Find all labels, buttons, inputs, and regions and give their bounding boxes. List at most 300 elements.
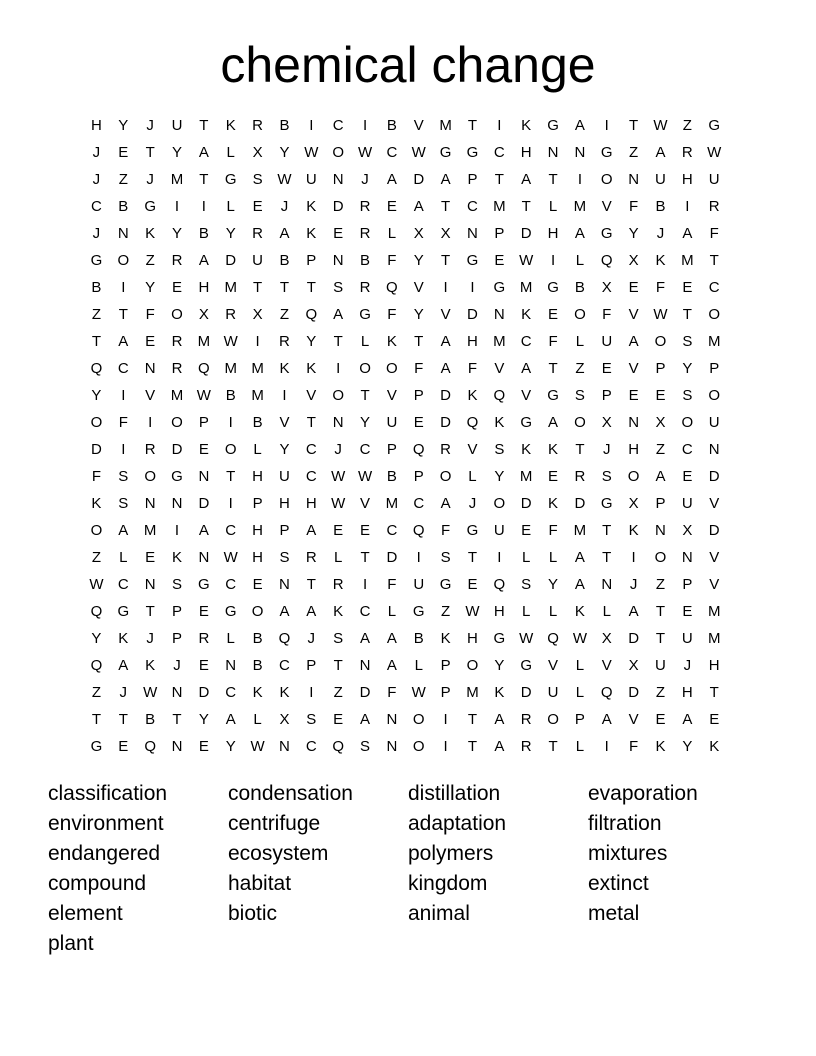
grid-letter: H xyxy=(91,117,102,134)
grid-letter: R xyxy=(440,441,452,458)
grid-letter: Y xyxy=(306,333,317,350)
grid-letter: E xyxy=(198,441,209,458)
grid-letter: M xyxy=(251,387,264,404)
grid-letter: O xyxy=(251,603,264,620)
grid-letter: X xyxy=(252,144,263,161)
grid-letter: F xyxy=(548,522,558,539)
grid-letter: H xyxy=(708,657,720,674)
grid-letter: Y xyxy=(91,630,102,647)
grid-letter: J xyxy=(92,171,101,188)
grid-letter: T xyxy=(441,252,451,269)
grid-letter: U xyxy=(547,684,559,701)
grid-letter: O xyxy=(412,738,425,755)
grid-letter: O xyxy=(171,414,183,431)
grid-letter: P xyxy=(198,414,209,431)
grid-letter: M xyxy=(170,171,184,188)
grid-letter: C xyxy=(681,441,693,458)
grid-letter: Z xyxy=(629,144,639,161)
grid-letter: A xyxy=(601,711,612,728)
grid-letter: A xyxy=(118,333,129,350)
grid-letter: T xyxy=(655,603,666,620)
grid-letter: O xyxy=(439,468,452,485)
grid-letter: V xyxy=(440,306,451,323)
grid-letter: T xyxy=(709,684,719,701)
grid-row xyxy=(83,679,728,706)
grid-letter: K xyxy=(386,333,397,350)
grid-letter: C xyxy=(467,198,478,215)
grid-letter: A xyxy=(574,225,585,242)
grid-letter: L xyxy=(468,468,477,485)
grid-letter: R xyxy=(144,441,156,458)
grid-letter: O xyxy=(600,171,613,188)
grid-letter: S xyxy=(440,549,451,566)
grid-letter: P xyxy=(413,387,424,404)
grid-letter: Q xyxy=(90,603,103,620)
grid-letter: G xyxy=(520,657,533,674)
grid-letter: Y xyxy=(494,657,505,674)
grid-letter: L xyxy=(575,657,585,674)
grid-letter: I xyxy=(336,360,341,377)
grid-letter: A xyxy=(521,171,532,188)
grid-letter: W xyxy=(653,306,668,323)
grid-letter: W xyxy=(707,144,722,161)
grid-letter: V xyxy=(628,711,639,728)
grid-letter: E xyxy=(709,711,720,728)
grid-letter: A xyxy=(628,603,639,620)
grid-letter: T xyxy=(548,360,558,377)
grid-letter: R xyxy=(252,225,263,242)
grid-letter: M xyxy=(251,360,264,377)
grid-letter: N xyxy=(332,171,344,188)
grid-letter: N xyxy=(332,252,344,269)
grid-letter: K xyxy=(440,630,451,647)
grid-letter: Y xyxy=(225,225,236,242)
word-list-item: condensation xyxy=(228,782,353,805)
grid-letter: M xyxy=(143,522,157,539)
grid-letter: Y xyxy=(172,225,183,242)
grid-letter: K xyxy=(521,117,532,134)
grid-letter: H xyxy=(467,333,478,350)
grid-letter: E xyxy=(682,279,693,296)
word-list-item: extinct xyxy=(588,872,649,895)
grid-letter: D xyxy=(440,387,452,404)
grid-letter: K xyxy=(279,360,290,377)
grid-letter: B xyxy=(252,630,263,647)
grid-letter: Z xyxy=(91,549,102,566)
grid-letter: H xyxy=(681,171,693,188)
grid-letter: J xyxy=(361,171,369,188)
grid-letter: T xyxy=(602,522,612,539)
grid-row xyxy=(83,139,728,166)
grid-letter: N xyxy=(279,576,290,593)
grid-letter: J xyxy=(92,144,101,161)
grid-letter: G xyxy=(359,306,371,323)
grid-letter: I xyxy=(362,576,368,593)
word-list-item: compound xyxy=(48,872,147,895)
grid-letter: M xyxy=(573,198,587,215)
grid-letter: N xyxy=(601,576,613,593)
grid-letter: U xyxy=(493,522,505,539)
grid-letter: A xyxy=(386,171,397,188)
grid-letter: Q xyxy=(332,738,344,755)
grid-letter: A xyxy=(413,198,424,215)
grid-letter: X xyxy=(413,225,424,242)
grid-letter: R xyxy=(171,333,183,350)
grid-letter: T xyxy=(91,333,102,350)
grid-letter: Z xyxy=(333,684,343,701)
grid-letter: Q xyxy=(90,360,103,377)
grid-letter: N xyxy=(628,414,640,431)
grid-letter: V xyxy=(628,360,639,377)
grid-letter: O xyxy=(654,333,667,350)
grid-letter: I xyxy=(443,711,448,728)
grid-letter: L xyxy=(548,198,558,215)
grid-letter: A xyxy=(306,603,317,620)
grid-letter: K xyxy=(145,225,156,242)
grid-letter: O xyxy=(90,522,103,539)
grid-letter: U xyxy=(708,171,720,188)
grid-letter: D xyxy=(359,684,371,701)
grid-letter: T xyxy=(226,468,236,485)
grid-letter: X xyxy=(601,279,612,296)
grid-letter: Q xyxy=(412,522,425,539)
grid-letter: D xyxy=(413,171,425,188)
grid-letter: U xyxy=(655,171,666,188)
grid-letter: K xyxy=(145,657,156,674)
grid-letter: L xyxy=(575,252,585,269)
grid-letter: Q xyxy=(278,630,291,647)
grid-letter: C xyxy=(91,198,102,215)
grid-letter: F xyxy=(629,738,639,755)
grid-letter: K xyxy=(225,117,236,134)
grid-letter: T xyxy=(548,171,558,188)
grid-row xyxy=(83,598,728,625)
grid-letter: P xyxy=(172,603,183,620)
grid-letter: L xyxy=(387,225,397,242)
grid-letter: Z xyxy=(91,684,102,701)
grid-letter: N xyxy=(655,522,666,539)
grid-letter: G xyxy=(547,117,559,134)
grid-letter: D xyxy=(467,306,478,323)
grid-row xyxy=(83,733,728,760)
grid-letter: D xyxy=(574,495,586,512)
grid-letter: V xyxy=(709,549,720,566)
grid-letter: M xyxy=(466,684,479,701)
grid-letter: K xyxy=(306,198,317,215)
grid-letter: Z xyxy=(655,441,666,458)
word-list-item: mixtures xyxy=(588,842,668,865)
grid-letter: A xyxy=(118,522,129,539)
grid-letter: E xyxy=(333,711,344,728)
grid-letter: K xyxy=(655,252,666,269)
grid-letter: T xyxy=(467,711,478,728)
grid-letter: H xyxy=(252,468,263,485)
grid-letter: P xyxy=(413,468,424,485)
grid-letter: B xyxy=(91,279,102,296)
grid-letter: I xyxy=(604,738,609,755)
grid-letter: T xyxy=(521,198,531,215)
grid-letter: O xyxy=(386,360,398,377)
grid-letter: X xyxy=(628,252,639,269)
grid-letter: F xyxy=(548,333,558,350)
grid-letter: C xyxy=(305,441,317,458)
grid-letter: U xyxy=(708,414,720,431)
grid-letter: W xyxy=(196,387,211,404)
grid-letter: A xyxy=(548,414,559,431)
grid-letter: K xyxy=(521,306,532,323)
grid-row xyxy=(83,166,728,193)
grid-letter: L xyxy=(253,711,262,728)
word-list-item: filtration xyxy=(588,812,662,835)
grid-letter: R xyxy=(279,333,290,350)
grid-letter: A xyxy=(360,711,371,728)
grid-letter: Y xyxy=(628,225,639,242)
grid-letter: F xyxy=(118,414,128,431)
grid-letter: H xyxy=(279,495,290,512)
grid-letter: R xyxy=(332,576,344,593)
grid-letter: W xyxy=(357,144,373,161)
word-list-item: polymers xyxy=(408,842,494,865)
grid-letter: J xyxy=(307,630,316,647)
grid-letter: M xyxy=(224,279,237,296)
grid-letter: O xyxy=(332,144,344,161)
grid-row xyxy=(83,409,728,436)
grid-letter: W xyxy=(519,630,534,647)
grid-letter: B xyxy=(198,225,209,242)
grid-letter: U xyxy=(655,657,666,674)
grid-letter: K xyxy=(628,522,639,539)
grid-letter: I xyxy=(416,549,421,566)
grid-letter: N xyxy=(628,171,640,188)
grid-letter: G xyxy=(493,279,506,296)
grid-letter: E xyxy=(682,468,693,485)
grid-letter: I xyxy=(577,171,582,188)
grid-letter: M xyxy=(493,198,506,215)
grid-letter: W xyxy=(143,684,158,701)
grid-letter: O xyxy=(708,387,721,404)
grid-letter: R xyxy=(225,306,237,323)
grid-letter: B xyxy=(386,468,397,485)
grid-letter: U xyxy=(252,252,263,269)
grid-letter: F xyxy=(709,225,719,242)
grid-letter: A xyxy=(655,468,666,485)
word-list-item: element xyxy=(48,902,123,925)
grid-letter: J xyxy=(280,198,289,215)
word-list-item: habitat xyxy=(228,872,292,895)
grid-letter: Y xyxy=(279,441,290,458)
grid-letter: R xyxy=(305,549,317,566)
grid-letter: I xyxy=(309,684,314,701)
grid-letter: F xyxy=(441,522,451,539)
grid-letter: V xyxy=(279,414,290,431)
grid-letter: N xyxy=(171,495,183,512)
grid-letter: E xyxy=(118,738,129,755)
grid-letter: Q xyxy=(144,738,156,755)
grid-letter: K xyxy=(521,441,532,458)
grid-letter: Y xyxy=(118,117,129,134)
grid-letter: N xyxy=(279,738,290,755)
word-list-item: animal xyxy=(408,902,470,925)
grid-letter: L xyxy=(414,657,423,674)
grid-letter: A xyxy=(198,522,209,539)
grid-letter: V xyxy=(548,657,559,674)
grid-letter: T xyxy=(655,630,666,647)
grid-letter: A xyxy=(682,711,693,728)
grid-letter: R xyxy=(252,117,263,134)
grid-letter: O xyxy=(627,468,640,485)
grid-letter: W xyxy=(277,171,292,188)
grid-letter: D xyxy=(628,630,640,647)
grid-row xyxy=(83,193,728,220)
grid-letter: F xyxy=(467,360,478,377)
grid-letter: A xyxy=(494,738,505,755)
grid-letter: X xyxy=(601,414,612,431)
grid-letter: K xyxy=(252,684,263,701)
grid-letter: C xyxy=(305,738,317,755)
grid-letter: C xyxy=(225,576,237,593)
grid-letter: B xyxy=(252,657,263,674)
grid-letter: Y xyxy=(548,576,559,593)
grid-letter: L xyxy=(119,549,128,566)
grid-letter: L xyxy=(602,603,611,620)
word-list-item: endangered xyxy=(48,842,161,865)
grid-letter: C xyxy=(225,684,237,701)
grid-letter: F xyxy=(387,252,397,269)
grid-letter: T xyxy=(467,738,478,755)
grid-letter: L xyxy=(226,144,235,161)
grid-letter: S xyxy=(172,576,183,593)
grid-letter: N xyxy=(574,144,586,161)
grid-letter: W xyxy=(519,252,534,269)
grid-letter: T xyxy=(333,657,343,674)
grid-letter: T xyxy=(306,414,316,431)
grid-letter: B xyxy=(252,414,263,431)
grid-letter: E xyxy=(601,360,612,377)
grid-letter: H xyxy=(252,522,263,539)
grid-letter: E xyxy=(198,657,209,674)
grid-letter: E xyxy=(145,549,156,566)
grid-letter: C xyxy=(386,522,398,539)
grid-letter: X xyxy=(628,495,639,512)
grid-letter: T xyxy=(306,279,316,296)
grid-letter: T xyxy=(494,171,504,188)
word-list-item: environment xyxy=(48,812,164,835)
grid-letter: Z xyxy=(655,684,666,701)
grid-letter: I xyxy=(121,387,126,404)
grid-letter: V xyxy=(601,198,612,215)
grid-letter: K xyxy=(709,738,720,755)
grid-letter: Y xyxy=(494,468,505,485)
grid-letter: J xyxy=(92,225,101,242)
grid-letter: J xyxy=(146,117,154,134)
grid-letter: D xyxy=(628,684,640,701)
grid-letter: T xyxy=(118,711,128,728)
grid-letter: J xyxy=(683,657,692,674)
grid-letter: S xyxy=(279,549,290,566)
grid-letter: N xyxy=(332,414,344,431)
grid-letter: Q xyxy=(305,306,318,323)
word-list-item: evaporation xyxy=(588,782,698,805)
grid-letter: R xyxy=(520,738,532,755)
grid-letter: D xyxy=(386,549,398,566)
grid-letter: B xyxy=(145,711,156,728)
grid-letter: M xyxy=(197,333,211,350)
grid-letter: J xyxy=(656,225,665,242)
grid-letter: P xyxy=(172,630,183,647)
grid-letter: B xyxy=(225,387,236,404)
grid-letter: D xyxy=(198,684,210,701)
grid-letter: O xyxy=(654,549,667,566)
grid-letter: W xyxy=(223,333,238,350)
grid-letter: Q xyxy=(412,441,425,458)
grid-letter: X xyxy=(628,657,639,674)
grid-letter: X xyxy=(655,414,666,431)
grid-letter: T xyxy=(629,117,639,134)
grid-row xyxy=(83,706,728,733)
grid-letter: I xyxy=(685,198,690,215)
grid-letter: U xyxy=(413,576,425,593)
grid-letter: W xyxy=(331,495,346,512)
grid-letter: K xyxy=(333,603,344,620)
grid-letter: G xyxy=(439,576,452,593)
grid-letter: K xyxy=(548,441,559,458)
grid-letter: K xyxy=(467,387,478,404)
grid-letter: E xyxy=(628,279,639,296)
grid-letter: F xyxy=(629,198,639,215)
grid-letter: M xyxy=(519,468,533,485)
grid-letter: E xyxy=(413,414,424,431)
grid-letter: I xyxy=(174,198,180,215)
word-list-item: kingdom xyxy=(408,872,488,895)
grid-letter: W xyxy=(465,603,480,620)
grid-row xyxy=(83,490,728,517)
grid-letter: F xyxy=(91,468,102,485)
grid-letter: K xyxy=(306,360,317,377)
grid-letter: H xyxy=(493,603,505,620)
grid-letter: X xyxy=(682,522,693,539)
grid-letter: P xyxy=(306,657,317,674)
grid-letter: U xyxy=(386,414,398,431)
grid-letter: B xyxy=(118,198,129,215)
grid-letter: A xyxy=(521,360,532,377)
grid-letter: F xyxy=(655,279,666,296)
grid-letter: Q xyxy=(198,360,210,377)
grid-letter: D xyxy=(520,684,532,701)
grid-letter: N xyxy=(198,468,210,485)
word-list-item: ecosystem xyxy=(228,842,329,865)
grid-letter: I xyxy=(174,522,180,539)
grid-letter: E xyxy=(333,225,344,242)
grid-letter: A xyxy=(198,144,209,161)
grid-letter: K xyxy=(548,495,559,512)
grid-letter: S xyxy=(306,711,317,728)
grid-letter: Q xyxy=(547,630,559,647)
grid-letter: I xyxy=(470,279,475,296)
grid-letter: Q xyxy=(466,414,479,431)
grid-letter: N xyxy=(681,549,693,566)
grid-letter: P xyxy=(655,495,666,512)
word-list-item: metal xyxy=(588,902,640,925)
grid-letter: P xyxy=(467,171,478,188)
grid-letter: R xyxy=(708,198,720,215)
grid-letter: W xyxy=(304,144,319,161)
word-list-item: distillation xyxy=(408,782,501,805)
grid-row xyxy=(83,436,728,463)
grid-letter: B xyxy=(360,252,371,269)
grid-letter: P xyxy=(306,252,317,269)
grid-letter: G xyxy=(224,171,237,188)
grid-letter: G xyxy=(708,117,721,134)
